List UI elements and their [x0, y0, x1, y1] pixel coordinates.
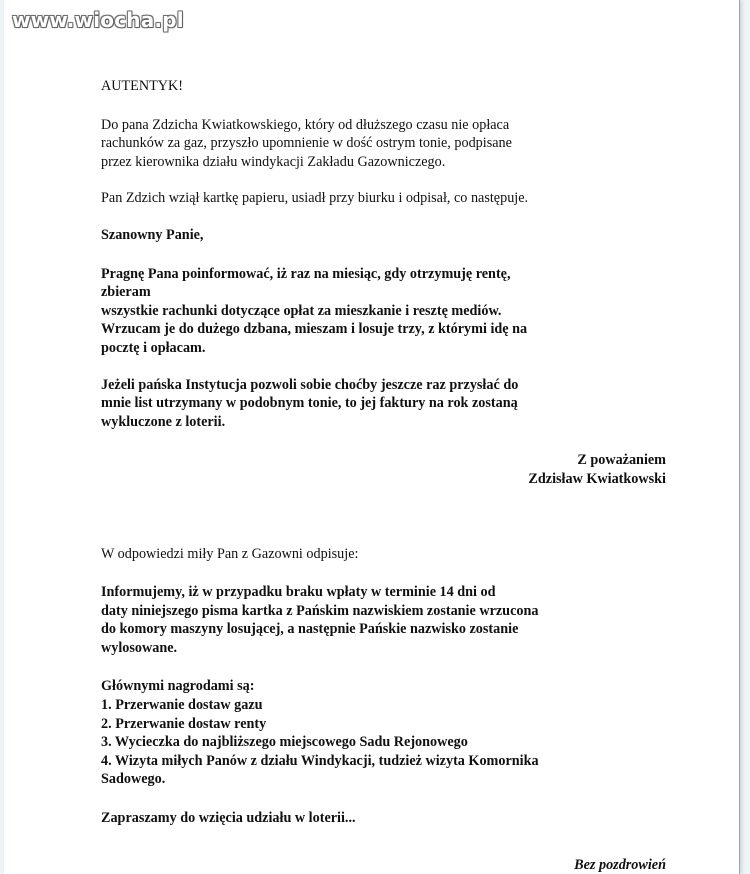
body-line: pocztę i opłacam. [101, 339, 206, 356]
signature: Zdzisław Kwiatkowski [528, 470, 666, 487]
reply-paragraph [101, 583, 666, 657]
body-line: Jeżeli pańska Instytucja pozwoli sobie choćby jeszcze raz przysłać do [101, 376, 519, 393]
prize-item: 4. Wizyta miłych Panów z działu Windykacji, tudzież wizyta Komornika [101, 752, 539, 769]
prize-item: 3. Wycieczka do najbliższego miejscowego Sadu Rejonowego [101, 734, 468, 751]
watermark-logo: www.wiocha.pl [12, 8, 184, 32]
body-line: mnie list utrzymany w podobnym tonie, to jej faktury na rok zostaną [101, 395, 518, 412]
intro-line: przez kierownika działu windykacji Zakładu Gazowniczego. [101, 153, 446, 170]
reply-line: do komory maszyny losującej, a następnie Pańskie nazwisko zostanie [101, 621, 519, 638]
salutation: Szanowny Panie, [101, 226, 204, 243]
reply-line: Informujemy, iż w przypadku braku wpłaty w terminie 14 dni od [101, 584, 496, 601]
signature-block [101, 451, 666, 488]
prize-item: Sadowego. [101, 771, 166, 788]
closing: Z poważaniem [577, 452, 666, 469]
body-line: wykluczone z loterii. [101, 413, 226, 430]
body-line: wszystkie rachunki dotyczące opłat za mieszkanie i resztę mediów. [101, 302, 502, 319]
body-paragraph-1 [101, 265, 666, 358]
prize-item: 1. Przerwanie dostaw gazu [101, 697, 263, 714]
reply-line: wylosowane. [101, 639, 178, 656]
body-line: Wrzucam je do dużego dzbana, mieszam i losuje trzy, z którymi idę na [101, 321, 528, 338]
intro-paragraph [101, 116, 666, 172]
prizes-list [101, 677, 666, 789]
reply-line: daty niniejszego pisma kartka z Pańskim nazwiskiem zostanie wrzucona [101, 602, 539, 619]
reaction-paragraph: Pan Zdzich wziął kartkę papieru, usiadł przy biurku i odpisał, co następuje. [101, 190, 529, 207]
intro-line: rachunków za gaz, przyszło upomnienie w dość ostrym tonie, podpisane [101, 135, 512, 152]
prize-item: 2. Przerwanie dostaw renty [101, 715, 267, 732]
invite: Zapraszamy do wzięcia udziału w loterii... [101, 810, 356, 827]
prizes-heading: Głównymi nagrodami są: [101, 678, 255, 695]
farewell: Bez pozdrowień [574, 856, 666, 873]
reply-intro: W odpowiedzi miły Pan z Gazowni odpisuje: [101, 545, 359, 562]
body-paragraph-2 [101, 376, 666, 432]
letter-content [101, 77, 666, 874]
body-line: Pragnę Pana poinformować, iż raz na miesiąc, gdy otrzymuję rentę, [101, 265, 511, 282]
heading: AUTENTYK! [101, 78, 183, 94]
document-page [4, 0, 740, 874]
intro-line: Do pana Zdzicha Kwiatkowskiego, który od dłuższego czasu nie opłaca [101, 116, 510, 133]
body-line: zbieram [101, 284, 151, 301]
